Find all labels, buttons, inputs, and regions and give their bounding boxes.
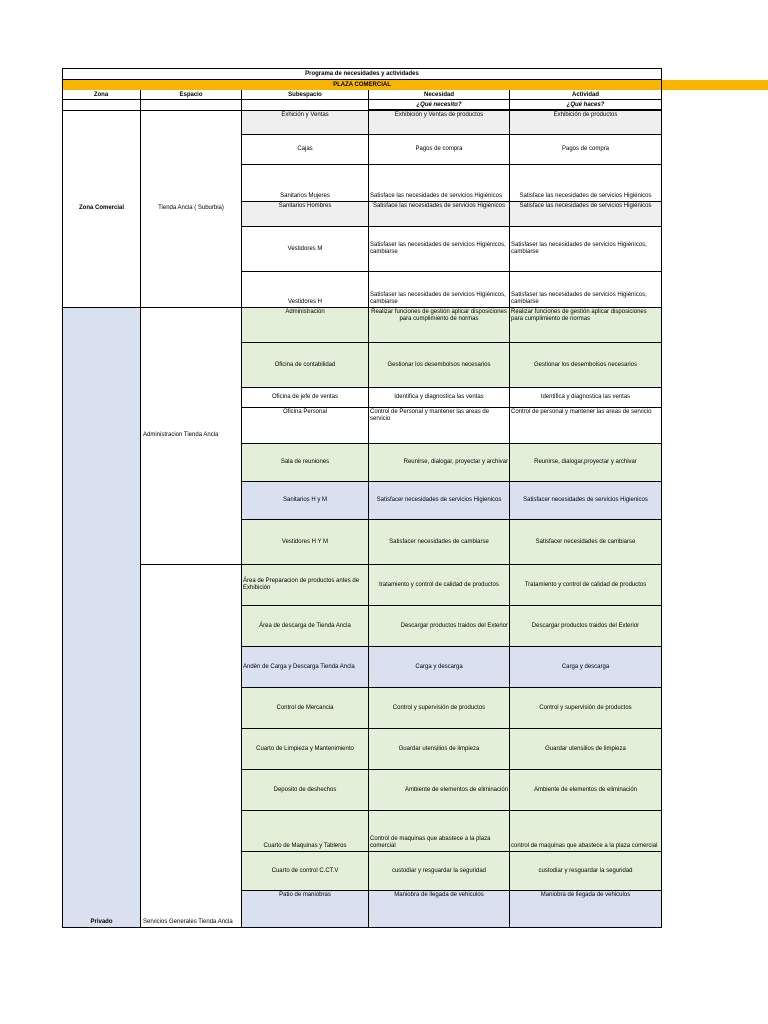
- cell-text: Sanitarios Hombres: [278, 203, 332, 209]
- cell-text: Administración: [285, 309, 325, 315]
- subespacio-cell: [242, 520, 369, 565]
- actividad-cell: [510, 647, 662, 688]
- subespacio-cell: [242, 343, 369, 388]
- subespacio-cell: [242, 202, 369, 227]
- cell-text: Cuarto de Limpieza y Mantenimiento: [256, 745, 354, 752]
- cell-text: Sanitarios Mujeres: [280, 193, 330, 199]
- cell-text: Ambiente de elementos de eliminación: [404, 786, 508, 793]
- cell-text: Satisfaser las necesidades de servicios Higiénicos, cambiarse: [511, 242, 647, 255]
- cell-text: Cajas: [297, 146, 313, 152]
- cell-text: Satisfacer necesidades de servicios Higienicos: [523, 497, 648, 503]
- cell-text: Gestionar los desembolsos necesarios: [387, 361, 491, 368]
- header-subespacio: Subespacio: [242, 90, 369, 100]
- subespacio-cell: [242, 408, 369, 444]
- actividad-cell: [510, 520, 662, 565]
- actividad-cell: [510, 688, 662, 729]
- subespacio-cell: [242, 770, 369, 811]
- actividad-cell: [510, 135, 662, 165]
- cell-text: Pagos de compra: [561, 146, 610, 152]
- necesidad-cell: [369, 811, 510, 852]
- necesidad-cell: [369, 606, 510, 647]
- subespacio-cell: [242, 565, 369, 606]
- necesidad-cell: [369, 408, 510, 444]
- cell-text: Exhición y Ventas: [281, 112, 329, 118]
- actividad-cell: [510, 565, 662, 606]
- subespacio-cell: [242, 135, 369, 165]
- cell-text: Exhibición y Ventas de productos: [394, 112, 484, 118]
- subespacio-cell: [242, 482, 369, 520]
- cell-text: Control y supervisión de productos: [392, 704, 486, 711]
- subespacio-cell: [242, 852, 369, 891]
- necesidad-cell: [369, 202, 510, 227]
- cell-text: Satisfacer necesidades de cambiarse: [535, 538, 636, 545]
- espacio-tienda-ancla: [141, 111, 242, 308]
- cell-text: Maniobra de llegada de vehiculos: [394, 892, 484, 898]
- necesidad-cell: [369, 227, 510, 272]
- cell-text: control de maquinas que abastece a la plaza comercial: [511, 843, 658, 849]
- necesidad-cell: [369, 111, 510, 135]
- espacio-administracion: [141, 308, 242, 565]
- actividad-cell: [510, 770, 662, 811]
- cell-text: custodiar y resguardar la seguridad: [391, 867, 487, 874]
- necesidad-cell: [369, 729, 510, 770]
- cell-text: Descargar productos traidos del Exterior: [400, 622, 508, 629]
- subespacio-cell: [242, 227, 369, 272]
- necesidad-cell: [369, 308, 510, 343]
- sheet: [62, 68, 662, 79]
- cell-text: Realizar funciones de gestión aplicar disposiciones para cumplimiento de normas: [511, 309, 647, 322]
- necesidad-cell: [369, 165, 510, 202]
- plaza-label: PLAZA COMERCIAL: [62, 80, 662, 90]
- actividad-cell: [510, 111, 662, 135]
- necesidad-cell: [369, 343, 510, 388]
- cell-text: custodiar y resguardar la seguridad: [538, 867, 633, 874]
- zone-privado-label: Privado: [90, 919, 113, 925]
- actividad-cell: [510, 165, 662, 202]
- necesidad-cell: [369, 482, 510, 520]
- cell-text: Satisfaser las necesidades de servicios Higiénicos, cambiarse: [370, 242, 506, 255]
- subespacio-cell: [242, 647, 369, 688]
- actividad-cell: [510, 408, 662, 444]
- necesidad-cell: [369, 852, 510, 891]
- actividad-cell: [510, 852, 662, 891]
- necesidad-cell: [369, 135, 510, 165]
- cell-text: Control de Mercancia: [276, 704, 334, 711]
- cell-text: Control de personal y mantener las areas de servicio: [511, 409, 652, 415]
- subespacio-cell: [242, 729, 369, 770]
- cell-text: Maniobra de llegada de vehiculos: [540, 892, 631, 898]
- cell-text: Control de maquinas que abastece a la plaza comercial: [370, 836, 491, 849]
- cell-text: Área de Preparacion de productos antes de Exhibición: [243, 578, 360, 591]
- cell-text: Identifica y diagnostica las ventas: [540, 394, 631, 400]
- header-espacio: Espacio: [141, 90, 242, 100]
- espacio-servicios: [141, 565, 242, 928]
- cell-text: Área de descarga de Tienda Ancla: [259, 622, 351, 629]
- cell-text: Satisfacer necesidades de cambiarse: [389, 538, 489, 545]
- necesidad-cell: [369, 688, 510, 729]
- actividad-cell: [510, 606, 662, 647]
- espacio-administracion-label: Administracion Tienda Ancla: [143, 432, 219, 438]
- cell-text: Satisface las necesidades de servicios Higiénicos: [370, 193, 503, 199]
- cell-text: Carga y descarga: [415, 663, 463, 670]
- subespacio-cell: [242, 165, 369, 202]
- actividad-cell: [510, 891, 662, 928]
- cell-text: Oficina de contabilidad: [274, 361, 336, 368]
- cell-text: Oficina Personal: [282, 409, 328, 415]
- actividad-cell: [510, 482, 662, 520]
- subespacio-cell: [242, 111, 369, 135]
- cell-text: Cuarto de Maquinas y Tableros: [263, 843, 347, 849]
- cell-text: Andén de Carga y Descarga Tienda Ancla: [243, 663, 355, 670]
- subheader-necesidad: ¿Qué necesito?: [369, 100, 510, 110]
- cell-text: Tratamiento y control de calidad de productos: [524, 581, 647, 588]
- cell-text: Sala de reuniones: [280, 459, 330, 465]
- necesidad-cell: [369, 444, 510, 482]
- header-actividad: Actividad: [510, 90, 662, 100]
- espacio-servicios-label: Servicios Generales Tienda Ancla: [143, 919, 233, 925]
- cell-text: Vestidores H: [287, 299, 323, 305]
- cell-text: Vestidores M: [287, 245, 323, 252]
- actividad-cell: [510, 388, 662, 408]
- subespacio-cell: [242, 272, 369, 308]
- actividad-cell: [510, 227, 662, 272]
- cell-text: Guardar utensilios de limpieza: [545, 745, 626, 752]
- cell-text: Satisfacer necesidades de servicios Higienicos: [376, 497, 502, 503]
- header-zona: Zona: [62, 90, 141, 100]
- subespacio-cell: [242, 388, 369, 408]
- zone-privado: [62, 308, 141, 928]
- espacio-tienda-ancla-label: Tienda Ancla ( Suburbia): [158, 205, 224, 211]
- cell-text: Exhibición de productos: [553, 112, 618, 118]
- cell-text: Oficina de jefe de ventas: [271, 394, 339, 400]
- zone-comercial: [62, 111, 141, 308]
- subespacio-cell: [242, 811, 369, 852]
- actividad-cell: [510, 343, 662, 388]
- subespacio-cell: [242, 688, 369, 729]
- cell-text: Ambiente de elementos de eliminación: [533, 786, 638, 793]
- cell-text: Guardar utensilios de limpieza: [398, 745, 480, 752]
- subheader-actividad: ¿Qué haces?: [510, 100, 662, 110]
- cell-text: Patio de maniobras: [279, 892, 331, 898]
- cell-text: Cuarto de control C.CT.V: [271, 867, 339, 874]
- cell-text: Identifica y diagnostica las ventas: [394, 394, 484, 400]
- necesidad-cell: [369, 388, 510, 408]
- actividad-cell: [510, 729, 662, 770]
- subespacio-cell: [242, 308, 369, 343]
- cell-text: Satisfaser las necesidades de servicios Higiénicos, cambiarse: [370, 292, 506, 305]
- cell-text: Realizar funciones de gestión aplicar disposiciones para cumplimiento de normas: [371, 309, 507, 322]
- subespacio-cell: [242, 444, 369, 482]
- actividad-cell: [510, 308, 662, 343]
- cell-text: Control y supervisión de productos: [539, 704, 632, 711]
- necesidad-cell: [369, 272, 510, 308]
- cell-text: Pagos de compra: [415, 146, 463, 152]
- cell-text: Satisface las necesidades de servicios Higiénicos: [372, 203, 506, 209]
- necesidad-cell: [369, 891, 510, 928]
- header-necesidad: Necesidad: [369, 90, 510, 100]
- cell-text: Descargar productos traidos del Exterior: [531, 622, 640, 629]
- subespacio-cell: [242, 606, 369, 647]
- subespacio-cell: [242, 891, 369, 928]
- cell-text: Satisface las necesidades de servicios Higiénicos: [519, 193, 652, 199]
- cell-text: Vestidores H Y M: [281, 538, 329, 545]
- necesidad-cell: [369, 565, 510, 606]
- cell-text: Reunirse, dialogar, proyectar y archivar: [403, 459, 508, 465]
- necesidad-cell: [369, 647, 510, 688]
- cell-text: Gestionar los desembolsos necesarios: [533, 361, 638, 368]
- actividad-cell: [510, 272, 662, 308]
- cell-text: Carga y descarga: [561, 663, 610, 670]
- cell-text: tratamiento y control de calidad de productos: [379, 581, 499, 588]
- cell-text: Deposito de deshechos: [273, 786, 337, 793]
- actividad-cell: [510, 811, 662, 852]
- cell-text: Control de Personal y mantener las areas de servicio: [370, 409, 490, 422]
- cell-text: Satisfaser las necesidades de servicios Higiénicos, cambiarse: [511, 292, 647, 305]
- necesidad-cell: [369, 520, 510, 565]
- cell-text: Sanitarios H y M: [282, 497, 327, 503]
- cell-text: Reunirse, dialogar,proyectar y archivar: [534, 459, 637, 465]
- necesidad-cell: [369, 770, 510, 811]
- actividad-cell: [510, 202, 662, 227]
- cell-text: Satisface las necesidades de servicios Higiénicos: [519, 203, 652, 209]
- zone-comercial-label: Zona Comercial: [78, 205, 124, 211]
- actividad-cell: [510, 444, 662, 482]
- sheet-title: Programa de necesidades y actividades: [62, 68, 662, 79]
